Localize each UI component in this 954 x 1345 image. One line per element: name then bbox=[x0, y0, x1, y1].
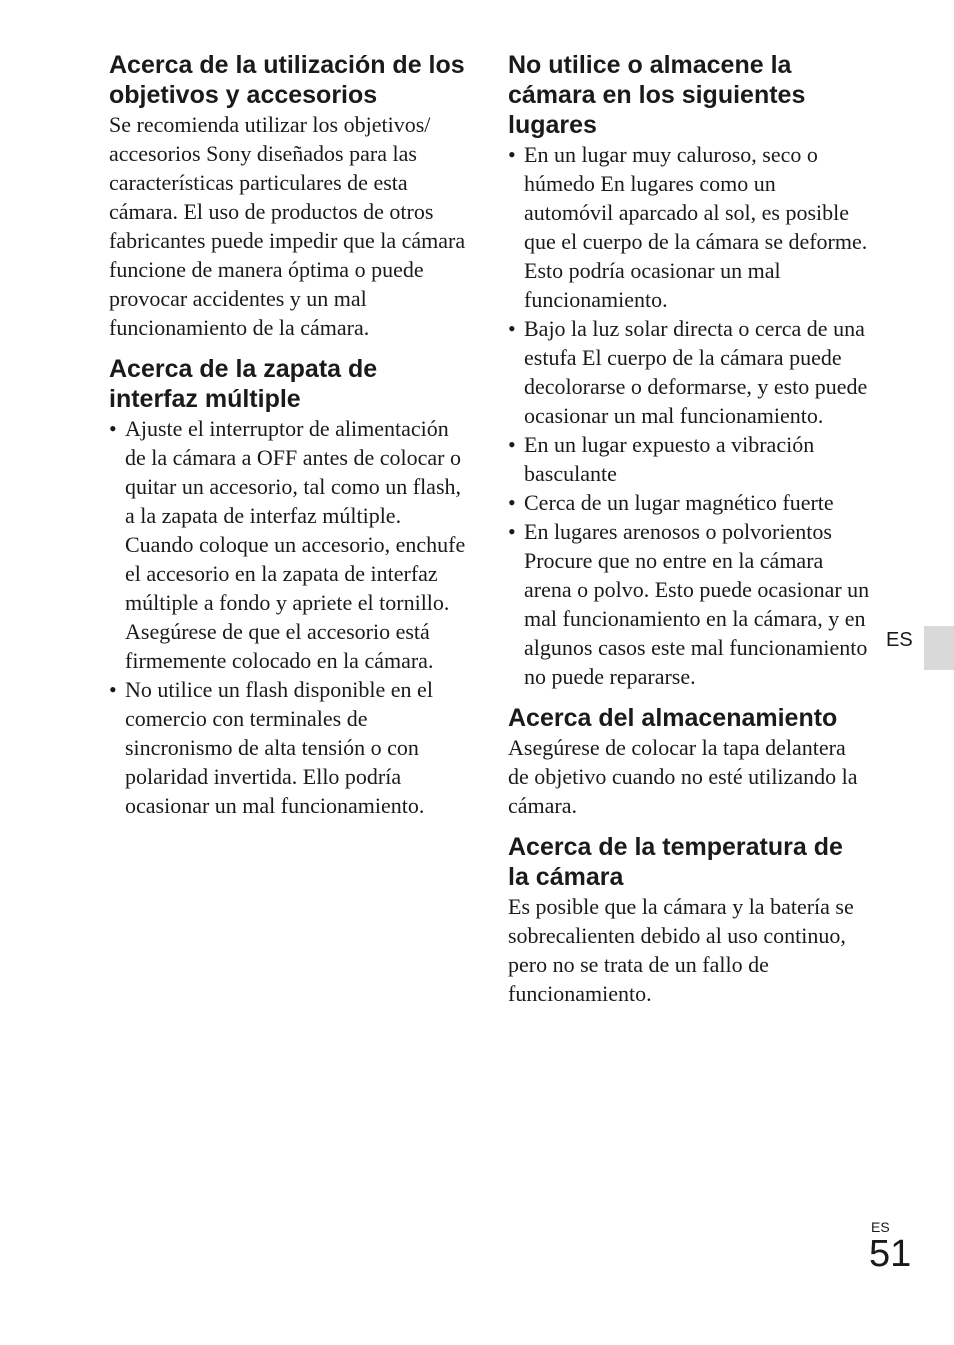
section-body: Asegúrese de colocar la tapa delantera de objetivo cuando no esté utilizando la cámara. bbox=[508, 735, 858, 818]
language-side-tab bbox=[924, 626, 954, 670]
list-item: • No utilice un flash disponible en el comercio con terminales de sincronismo de alta tensión o con polaridad invertida. Ello podría ocasionar un mal funcionamiento. bbox=[109, 675, 471, 820]
section-storage bbox=[508, 703, 870, 820]
section-multi-interface-shoe bbox=[109, 354, 471, 820]
section-lenses-accessories bbox=[109, 50, 471, 342]
left-column bbox=[109, 50, 471, 832]
list-item: • En un lugar muy caluroso, seco o húmedo En lugares como un automóvil aparcado al sol, es posible que el cuerpo de la cámara se deforme. Esto podría ocasionar un mal funcionamiento. bbox=[508, 140, 870, 314]
section-heading: Acerca de la utilización de los objetivos y accesorios bbox=[109, 51, 465, 109]
section-heading: Acerca de la temperatura de la cámara bbox=[508, 833, 843, 891]
section-heading: No utilice o almacene la cámara en los siguientes lugares bbox=[508, 51, 806, 139]
list-item: • Bajo la luz solar directa o cerca de una estufa El cuerpo de la cámara puede decolorarse o deformarse, y esto puede ocasionar un mal funcionamiento. bbox=[508, 314, 870, 430]
page-number: 51 bbox=[869, 1233, 912, 1275]
bullet-list bbox=[508, 140, 870, 691]
language-side-label: ES bbox=[886, 629, 913, 651]
footer-language: ES bbox=[871, 1219, 890, 1235]
section-temperature bbox=[508, 832, 870, 1008]
section-body: Se recomienda utilizar los objetivos/ accesorios Sony diseñados para las características particulares de esta cámara. El uso de productos de otros fabricantes puede impedir que la cámara funcione de manera óptima o puede provocar accidentes y un mal funcionamiento de la cámara. bbox=[109, 112, 466, 340]
section-body: Es posible que la cámara y la batería se sobrecalienten debido al uso continuo, pero no se trata de un fallo de funcionamiento. bbox=[508, 894, 854, 1006]
right-column bbox=[508, 50, 870, 1020]
list-item: • En lugares arenosos o polvorientos Procure que no entre en la cámara arena o polvo. Esto puede ocasionar un mal funcionamiento en la cámara, y en algunos casos este mal funcionamiento no puede repararse. bbox=[508, 517, 870, 691]
list-item: • En un lugar expuesto a vibración basculante bbox=[508, 430, 870, 488]
section-heading: Acerca del almacenamiento bbox=[508, 704, 838, 732]
list-item: • Ajuste el interruptor de alimentación de la cámara a OFF antes de colocar o quitar un accesorio, tal como un flash, a la zapata de interfaz múltiple. Cuando coloque un accesorio, enchufe el accesorio en la zapata de interfaz múltiple a fondo y apriete el tornillo. Asegúrese de que el accesorio está firmemente colocado en la cámara. bbox=[109, 414, 471, 675]
bullet-list bbox=[109, 414, 471, 820]
section-heading: Acerca de la zapata de interfaz múltiple bbox=[109, 355, 378, 413]
list-item: • Cerca de un lugar magnético fuerte bbox=[508, 488, 870, 517]
section-storage-locations bbox=[508, 50, 870, 691]
